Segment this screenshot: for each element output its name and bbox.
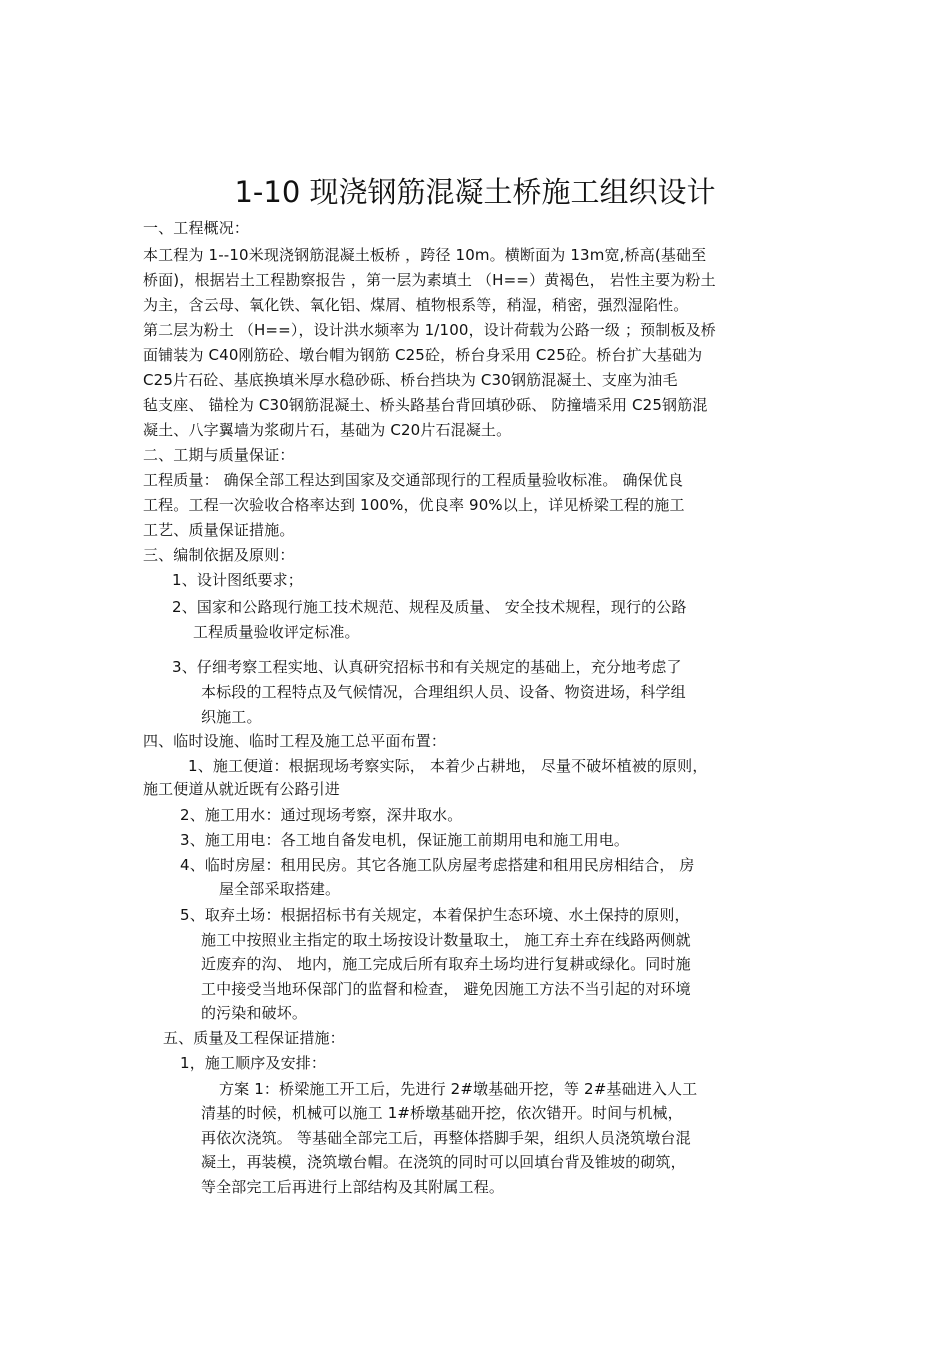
list-item: 2、施工用水：通过现场考察，深井取水。 bbox=[180, 806, 463, 824]
list-item-continuation: 的污染和破坏。 bbox=[201, 1004, 308, 1022]
list-item-continuation: 工中接受当地环保部门的监督和检查， 避免因施工方法不当引起的对环境 bbox=[201, 980, 691, 998]
list-item-continuation: 施工便道从就近既有公路引进 bbox=[143, 780, 340, 798]
paragraph-line: 第二层为粉土 （H==），设计洪水频率为 1/100，设计荷载为公路一级 ；预制板及桥 bbox=[143, 321, 716, 339]
paragraph-line: C25片石砼、基底换填米厚水稳砂砾、桥台挡块为 C30钢筋混凝土、支座为油毛 bbox=[143, 371, 678, 389]
list-item: 4、临时房屋：租用民房。其它各施工队房屋考虑搭建和租用民房相结合， 房 bbox=[180, 856, 695, 874]
section-5-heading: 五、质量及工程保证措施： bbox=[163, 1029, 345, 1047]
paragraph-line: 面铺装为 C40刚筋砼、墩台帽为钢筋 C25砼，桥台身采用 C25砼。桥台扩大基础为 bbox=[143, 346, 703, 364]
paragraph-line: 工程质量： 确保全部工程达到国家及交通部现行的工程质量验收标准。 确保优良 bbox=[143, 471, 684, 489]
paragraph-line: 为主，含云母、氧化铁、氧化铝、煤屑、植物根系等，稍湿，稍密，强烈湿陷性。 bbox=[143, 296, 689, 314]
list-item: 2、国家和公路现行施工技术规范、规程及质量、 安全技术规程，现行的公路 bbox=[172, 598, 687, 616]
list-item: 3、仔细考察工程实地、认真研究招标书和有关规定的基础上，充分地考虑了 bbox=[172, 658, 682, 676]
paragraph-line: 工艺、质量保证措施。 bbox=[143, 521, 295, 539]
list-item: 1、施工便道：根据现场考察实际， 本着少占耕地， 尽量不破坏植被的原则， bbox=[188, 757, 708, 775]
subsection-heading: 1，施工顺序及安排： bbox=[180, 1054, 327, 1072]
list-item-continuation: 施工中按照业主指定的取土场按设计数量取土， 施工弃土弃在线路两侧就 bbox=[201, 931, 691, 949]
section-3-heading: 三、编制依据及原则： bbox=[143, 546, 295, 564]
list-item-continuation: 近废弃的沟、 地内，施工完成后所有取弃土场均进行复耕或绿化。同时施 bbox=[201, 955, 691, 973]
section-2-heading: 二、工期与质量保证： bbox=[143, 446, 295, 464]
paragraph-line: 桥面)，根据岩土工程勘察报告 ，第一层为素填土 （H==）黄褐色， 岩性主要为粉土 bbox=[143, 271, 716, 289]
list-item-continuation: 工程质量验收评定标准。 bbox=[193, 623, 360, 641]
paragraph-line: 凝土、八字翼墙为浆砌片石，基础为 C20片石混凝土。 bbox=[143, 421, 512, 439]
paragraph-line: 清基的时候，机械可以施工 1#桥墩基础开挖，依次错开。时间与机械， bbox=[201, 1104, 683, 1122]
list-item: 1、设计图纸要求； bbox=[172, 571, 303, 589]
document-title: 1-10 现浇钢筋混凝土桥施工组织设计 bbox=[234, 175, 716, 209]
paragraph-line: 工程。工程一次验收合格率达到 100%，优良率 90%以上，详见桥梁工程的施工 bbox=[143, 496, 685, 514]
list-item: 5、取弃土场：根据招标书有关规定，本着保护生态环境、水土保持的原则， bbox=[180, 906, 690, 924]
paragraph-line: 毡支座、 锚栓为 C30钢筋混凝土、桥头路基台背回填砂砾、 防撞墙采用 C25钢筋混 bbox=[143, 396, 708, 414]
section-1-heading: 一、工程概况： bbox=[143, 219, 250, 237]
list-item-continuation: 织施工。 bbox=[201, 708, 262, 726]
paragraph-line: 本工程为 1--10米现浇钢筋混凝土板桥 ，跨径 10m。横断面为 13m宽,桥高(基础至 bbox=[143, 246, 707, 264]
paragraph-line: 方案 1：桥梁施工开工后，先进行 2#墩基础开挖，等 2#基础进入人工 bbox=[219, 1080, 698, 1098]
list-item: 3、施工用电：各工地自备发电机，保证施工前期用电和施工用电。 bbox=[180, 831, 630, 849]
paragraph-line: 凝土，再装模，浇筑墩台帽。在浇筑的同时可以回填台背及锥坡的砌筑， bbox=[201, 1153, 686, 1171]
paragraph-line: 再依次浇筑。 等基础全部完工后，再整体搭脚手架，组织人员浇筑墩台混 bbox=[201, 1129, 691, 1147]
list-item-continuation: 屋全部采取搭建。 bbox=[219, 880, 341, 898]
section-4-heading: 四、临时设施、临时工程及施工总平面布置： bbox=[143, 732, 447, 750]
paragraph-line: 等全部完工后再进行上部结构及其附属工程。 bbox=[201, 1178, 505, 1196]
list-item-continuation: 本标段的工程特点及气候情况，合理组织人员、设备、物资进场，科学组 bbox=[201, 683, 686, 701]
